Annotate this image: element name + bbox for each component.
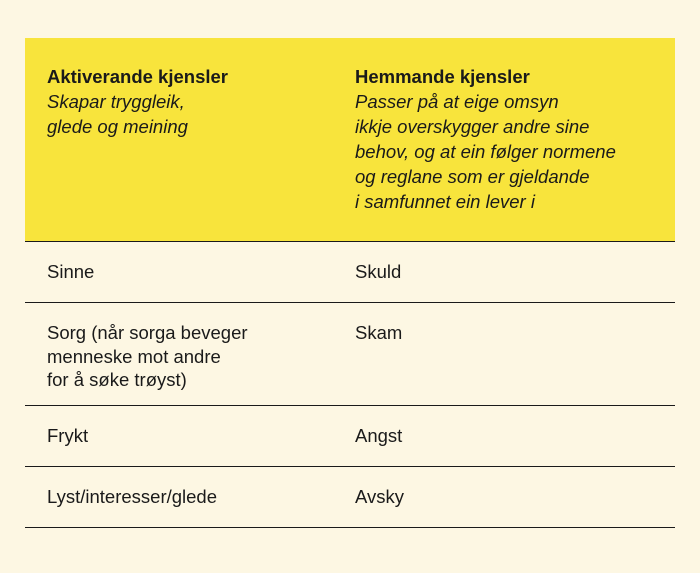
cell-active: Frykt [47, 425, 89, 446]
cell-active: Sorg (når sorga beveger menneske mot andre for å søke trøyst) [47, 322, 248, 390]
cell-inhibiting: Skuld [355, 261, 402, 282]
table-row [25, 303, 675, 406]
cell-inhibiting: Skam [355, 322, 403, 343]
header-column-inhibiting [355, 64, 665, 214]
cell-inhibiting: Avsky [355, 486, 405, 507]
cell-active: Sinne [47, 261, 95, 282]
header-subtitle-inhibiting: Passer på at eige omsyn ikkje overskygger andre sine behov, og at ein følger normene og reglane som er gjeldande i samfunnet ein lever i [355, 91, 616, 212]
header-title-active: Aktiverande kjensler [47, 66, 228, 87]
header-subtitle-active: Skapar tryggleik, glede og meining [47, 91, 188, 137]
table-header [25, 38, 675, 242]
table-row [25, 467, 675, 528]
emotions-table [25, 38, 675, 528]
table-row [25, 406, 675, 467]
cell-inhibiting: Angst [355, 425, 403, 446]
cell-active: Lyst/interesser/glede [47, 486, 218, 507]
header-title-inhibiting: Hemmande kjensler [355, 66, 530, 87]
header-column-active [47, 64, 337, 139]
table-row [25, 242, 675, 303]
